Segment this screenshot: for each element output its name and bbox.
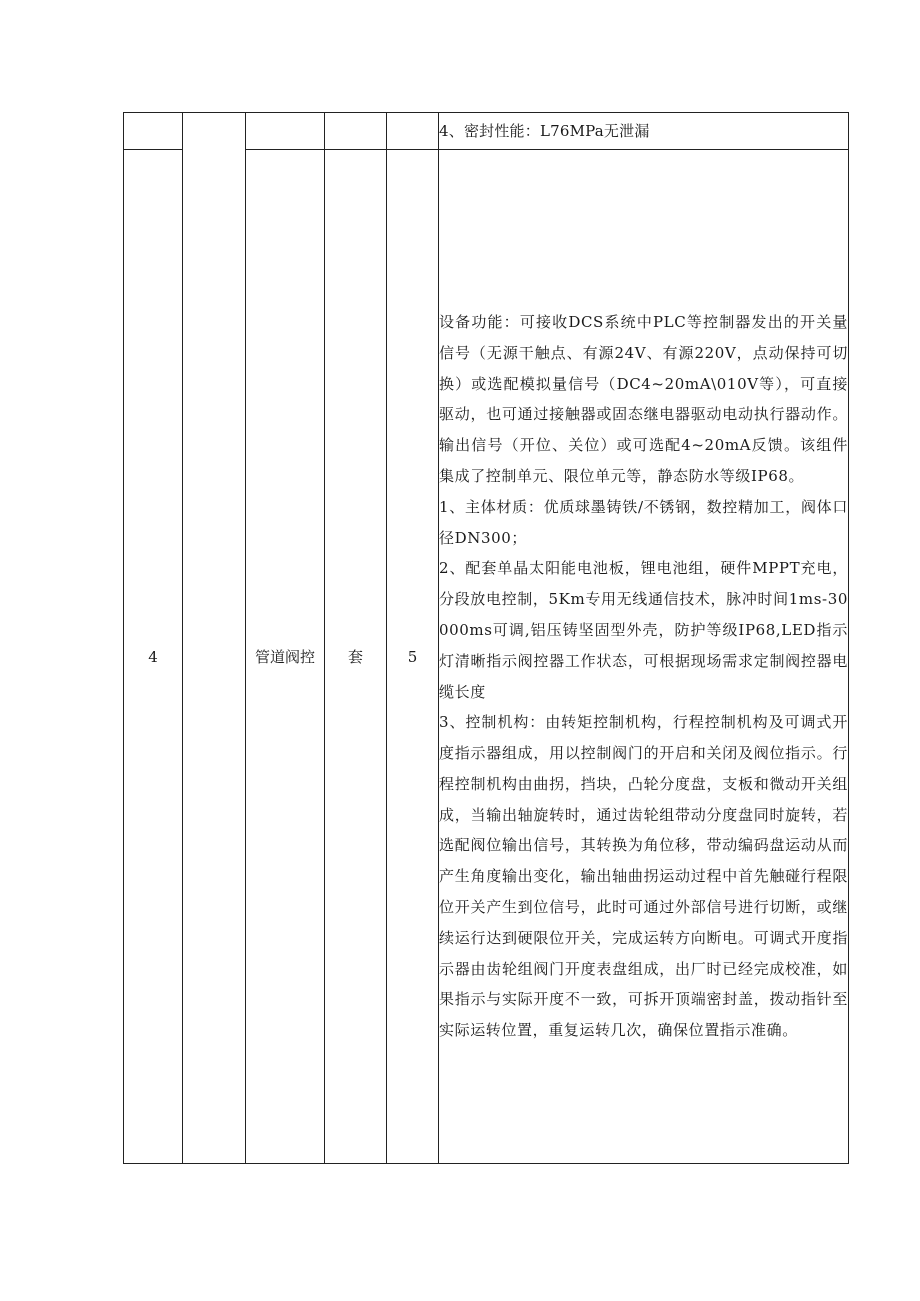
cell-index xyxy=(124,150,183,1164)
sealing-performance-text: 4、密封性能：L76MPa无泄漏 xyxy=(439,122,650,140)
spec-table xyxy=(123,112,849,1164)
description-body xyxy=(439,267,848,1046)
item-name: 管道阀控 xyxy=(255,647,316,666)
cell-unit xyxy=(325,150,387,1164)
cell-name-empty xyxy=(246,113,325,150)
cell-qty-empty xyxy=(387,113,439,150)
cell-name xyxy=(246,150,325,1164)
desc-paragraph-function: 设备功能：可接收DCS系统中PLC等控制器发出的开关量信号（无源干触点、有源24V、有源220V，点动保持可切换）或选配模拟量信号（DC4~20mA\010V等），可直接驱动，也可通过接触器或固态继电器驱动电动执行器动作。输出信号（开位、关位）或可选配4~20mA反馈。该组件集成了控制单元、限位单元等，静态防水等级IP68。 xyxy=(439,312,848,485)
desc-paragraph-control: 3、控制机构：由转矩控制机构，行程控制机构及可调式开度指示器组成，用以控制阀门的开启和关闭及阀位指示。行程控制机构由曲拐，挡块，凸轮分度盘，支板和微动开关组成，当输出轴旋转时，通过齿轮组带动分度盘同时旋转，若选配阀位输出信号，其转换为角位移，带动编码盘运动从而产生角度输出变化，输出轴曲拐运动过程中首先触碰行程限位开关产生到位信号，此时可通过外部信号进行切断，或继续运行达到硬限位开关，完成运转方向断电。可调式开度指示器由齿轮组阀门开度表盘组成，出厂时已经完成校准，如果指示与实际开度不一致，可拆开顶端密封盖，拨动指针至实际运转位置，重复运转几次，确保位置指示准确。 xyxy=(439,713,848,1040)
item-unit: 套 xyxy=(347,648,363,666)
desc-paragraph-material: 1、主体材质：优质球墨铸铁/不锈钢，数控精加工，阀体口径DN300； xyxy=(439,497,848,547)
cell-spec-sealing xyxy=(439,113,849,150)
item-quantity: 5 xyxy=(407,647,418,666)
item-index: 4 xyxy=(148,647,158,666)
desc-paragraph-power: 2、配套单晶太阳能电池板，锂电池组，硬件MPPT充电，分段放电控制，5Km专用无线通信技术，脉冲时间1ms-30000ms可调,铝压铸坚固型外壳，防护等级IP68,LED指示灯清晰指示阀控器工作状态，可根据现场需求定制阀控器电缆长度 xyxy=(439,559,848,701)
cell-merged-blank xyxy=(183,113,246,1164)
cell-quantity xyxy=(387,150,439,1164)
cell-description xyxy=(439,150,849,1164)
table-row xyxy=(124,113,849,150)
cell-unit-empty xyxy=(325,113,387,150)
cell-index-empty xyxy=(124,113,183,150)
